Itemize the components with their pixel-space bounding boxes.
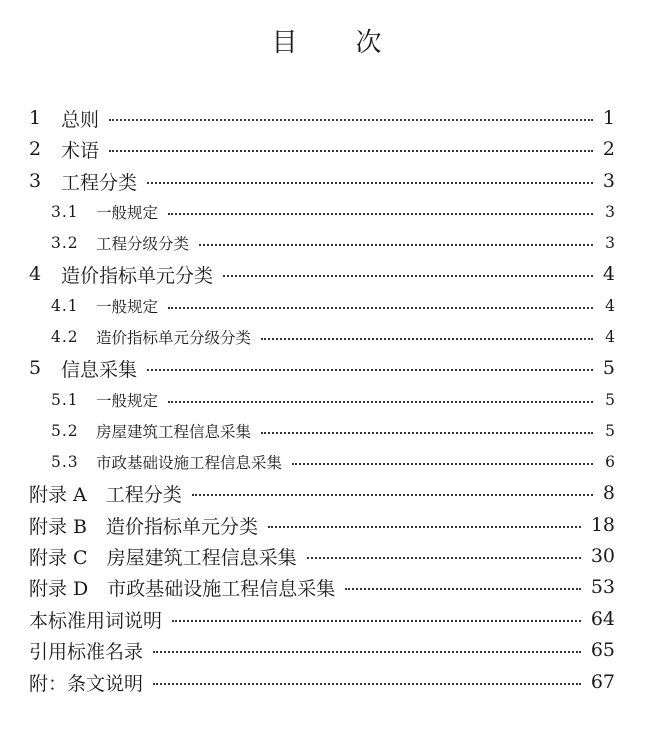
- entry-page: 5: [605, 391, 615, 409]
- entry-number: 5.3: [51, 453, 79, 471]
- entry-title: 市政基础设施工程信息采集: [96, 454, 283, 472]
- toc-entry-5-2[interactable]: [51, 417, 615, 445]
- entry-page: 65: [590, 639, 615, 661]
- toc-entry-appendix-a[interactable]: [29, 479, 615, 507]
- entry-title: 术语: [61, 139, 100, 162]
- entry-page: 1: [602, 107, 615, 129]
- toc-entry-4-1[interactable]: [51, 292, 615, 320]
- entry-title: 造价指标单元分类: [61, 264, 214, 287]
- entry-number: 4.2: [51, 328, 79, 346]
- toc-entry-appendix-c[interactable]: [29, 542, 615, 570]
- entry-page: 53: [590, 576, 615, 598]
- leader-dots: [168, 401, 593, 403]
- toc-entry-3-1[interactable]: [51, 198, 615, 226]
- entry-title: 引用标准名录: [29, 640, 144, 663]
- entry-title: 总则: [61, 108, 100, 131]
- entry-number: 5.1: [51, 391, 79, 409]
- toc-entry-3[interactable]: [29, 167, 615, 195]
- toc-entry-1[interactable]: [29, 104, 615, 132]
- leader-dots: [168, 213, 593, 215]
- entry-title: 本标准用词说明: [29, 609, 163, 632]
- entry-page: 18: [590, 514, 615, 536]
- page-title: [0, 22, 653, 59]
- toc-entry-explanation[interactable]: [29, 668, 615, 696]
- entry-page: 4: [605, 297, 615, 315]
- entry-page: 5: [605, 422, 615, 440]
- entry-page: 64: [590, 608, 615, 630]
- entry-page: 30: [590, 545, 615, 567]
- entry-number: 5.2: [51, 422, 79, 440]
- entry-page: 3: [605, 234, 615, 252]
- entry-title: 附录 B 造价指标单元分类: [29, 515, 259, 538]
- entry-number: 3.2: [51, 234, 79, 252]
- leader-dots: [192, 494, 593, 496]
- leader-dots: [199, 244, 593, 246]
- entry-title: 附录 A 工程分类: [29, 483, 182, 506]
- toc-entry-terms[interactable]: [29, 605, 615, 633]
- leader-dots: [168, 307, 593, 309]
- entry-title: 一般规定: [96, 204, 159, 222]
- leader-dots: [172, 620, 581, 622]
- toc-entry-appendix-d[interactable]: [29, 573, 615, 601]
- entry-page: 4: [602, 263, 615, 285]
- entry-title: 房屋建筑工程信息采集: [96, 423, 252, 441]
- entry-title: 信息采集: [61, 358, 138, 381]
- entry-title: 附录 C 房屋建筑工程信息采集: [29, 546, 297, 569]
- toc-entry-2[interactable]: [29, 135, 615, 163]
- entry-number: 3: [29, 170, 42, 192]
- toc-entry-5[interactable]: [29, 354, 615, 382]
- leader-dots: [261, 338, 593, 340]
- entry-title: 工程分级分类: [96, 235, 190, 253]
- entry-page: 6: [605, 453, 615, 471]
- leader-dots: [345, 588, 581, 590]
- entry-title: 一般规定: [96, 298, 159, 316]
- leader-dots: [147, 182, 593, 184]
- toc-entry-appendix-b[interactable]: [29, 511, 615, 539]
- entry-page: 3: [605, 203, 615, 221]
- toc-entry-4-2[interactable]: [51, 323, 615, 351]
- entry-title: 工程分类: [61, 171, 138, 194]
- entry-title: 附录 D 市政基础设施工程信息采集: [29, 577, 336, 600]
- entry-number: 1: [29, 107, 42, 129]
- entry-number: 3.1: [51, 203, 79, 221]
- toc-entry-3-2[interactable]: [51, 229, 615, 257]
- toc-entry-5-3[interactable]: [51, 448, 615, 476]
- entry-title: 造价指标单元分级分类: [96, 329, 252, 347]
- leader-dots: [223, 275, 593, 277]
- entry-title: 一般规定: [96, 392, 159, 410]
- entry-number: 4: [29, 263, 42, 285]
- toc-entry-references[interactable]: [29, 636, 615, 664]
- leader-dots: [109, 119, 593, 121]
- entry-page: 2: [602, 138, 615, 160]
- leader-dots: [261, 432, 593, 434]
- leader-dots: [292, 463, 593, 465]
- entry-page: 8: [602, 482, 615, 504]
- leader-dots: [307, 557, 581, 559]
- entry-number: 4.1: [51, 297, 79, 315]
- entry-page: 67: [590, 671, 615, 693]
- toc-entry-5-1[interactable]: [51, 386, 615, 414]
- leader-dots: [147, 369, 593, 371]
- entry-page: 3: [602, 170, 615, 192]
- title-char-1: 目: [271, 28, 298, 58]
- entry-page: 5: [602, 357, 615, 379]
- leader-dots: [153, 651, 581, 653]
- entry-number: 5: [29, 357, 42, 379]
- leader-dots: [153, 683, 581, 685]
- leader-dots: [109, 150, 593, 152]
- entry-number: 2: [29, 138, 42, 160]
- entry-title: 附：条文说明: [29, 672, 144, 695]
- leader-dots: [268, 526, 581, 528]
- title-char-2: 次: [355, 28, 382, 58]
- entry-page: 4: [605, 328, 615, 346]
- toc-entry-4[interactable]: [29, 260, 615, 288]
